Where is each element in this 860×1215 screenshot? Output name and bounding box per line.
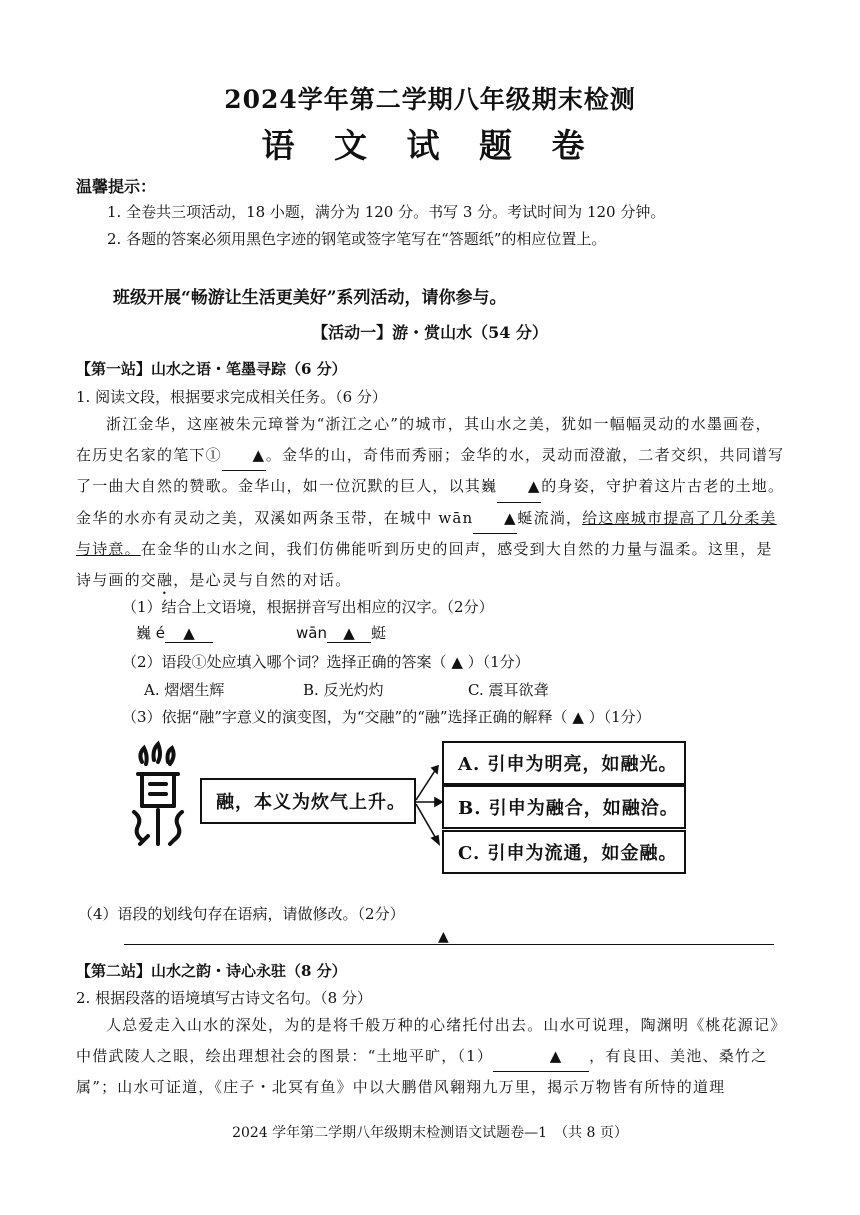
blank-2: ▲ [497, 471, 541, 503]
diagram-option-a-box: A. 引申为明亮，如融光。 [442, 741, 686, 785]
underlined-sentence: 给这座城市提高了几分柔美与诗意。 [76, 508, 777, 558]
activity-intro: 班级开展“畅游让生活更美好”系列活动，请你参与。 [113, 288, 507, 308]
activity1-heading: 【活动一】游・赏山水（54 分） [312, 323, 548, 342]
passage-1-text-b: 。金华的山，奇伟而秀丽；金华的水，灵动而澄澈，二者交织，共同谱写了一曲大自然的赞歌。金华山，如一位沉默的巨人，以其巍 [76, 445, 785, 495]
tips-heading: 温馨提示： [76, 177, 157, 196]
passage-2-text-b: ，有良田、美池、桑竹之属”；山水可证道，《庄子・北冥有鱼》中以大鹏借风翱翔九万里，揭示万物皆有所恃的道理 [76, 1046, 768, 1096]
pinyin-item-1 [136, 622, 213, 643]
diagram-option-b-box: B. 引申为融合，如融洽。 [442, 785, 686, 829]
tip-item-1: 1. 全卷共三项活动，18 小题，满分为 120 分。书写 3 分。考试时间为 120 分钟。 [107, 203, 666, 221]
answer-line [124, 944, 774, 945]
page-footer: 2024 学年第二学期八年级期末检测语文试题卷—1 （共 8 页） [232, 1125, 628, 1141]
tip-item-2: 2. 各题的答案必须用黑色字迹的钢笔或签字笔写在“答题纸”的相应位置上。 [107, 230, 607, 248]
option-a: A. 熠熠生辉 [144, 681, 225, 699]
subquestion-2: （2）语段①处应填入哪个词？选择正确的答案（ ▲ ）（1分） [122, 653, 530, 671]
answer-mark: ▲ [438, 929, 449, 945]
passage-1-text-c: 的身姿，守护着这片古老的土地。金华的水亦有灵动之美，双溪如两条玉带，在城中 wān [76, 477, 785, 527]
passage-1-text-f: ，是心灵与自然的对话。 [173, 570, 352, 589]
option-b: B. 反光灼灼 [303, 681, 384, 699]
passage-2-text-a: 人总爱走入山水的深处，为的是将千般万种的心绪托付出去。山水可说理，陶渊明《桃花源记》中借武陵人之眼，绘出理想社会的图景：“土地平旷，（1） [76, 1016, 779, 1065]
passage-1-text-a: 浙江金华，这座被朱元璋誉为“浙江之心”的城市，其山水之美，犹如一幅幅灵动的水墨画卷，在历史名家的笔下① [76, 415, 772, 464]
ancient-rong-glyph-icon [134, 744, 182, 844]
subquestion-4: （4）语段的划线句存在语病，请做修改。（2分） [78, 905, 405, 923]
blank-1: ▲ [222, 440, 266, 472]
question-1: 1. 阅读文段，根据要求完成相关任务。（6 分） [76, 388, 387, 406]
pinyin-item-2 [296, 622, 386, 643]
pinyin-blank-1: ▲ [165, 624, 213, 643]
station2-heading: 【第二站】山水之韵・诗心永驻（8 分） [76, 962, 347, 980]
pinyin-item-2-prefix: wān [296, 624, 327, 642]
passage-2 [76, 1010, 786, 1103]
subquestion-1: （1）结合上文语境，根据拼音写出相应的汉字。（2分） [122, 598, 494, 616]
option-c: C. 震耳欲聋 [468, 681, 549, 699]
diagram-center-box: 融，本义为炊气上升。 [200, 778, 416, 824]
pinyin-item-1-prefix: 巍 é [136, 624, 165, 642]
exam-subtitle: 语 文 试 题 卷 [261, 126, 599, 165]
subquestion-3: （3）依据“融”字意义的演变图，为“交融”的“融”选择正确的解释（ ▲ ）（1分） [122, 708, 651, 726]
passage-1-text-d: 蜒流淌， [517, 508, 583, 527]
station1-heading: 【第一站】山水之语・笔墨寻踪（6 分） [76, 360, 347, 378]
exam-title: 2024学年第二学期八年级期末检测 [224, 85, 636, 114]
blank-3: ▲ [473, 503, 517, 535]
poem-blank-1: ▲ [493, 1041, 589, 1073]
dotted-character: 融 [157, 570, 174, 589]
passage-1 [76, 409, 786, 598]
pinyin-blank-2: ▲ [327, 624, 371, 643]
passage-1-text-e: 在金华的山水之间，我们仿佛能听到历史的回声，感受到大自然的力量与温柔。这里，是诗与画的交 [76, 540, 773, 589]
diagram-option-c-box: C. 引申为流通，如金融。 [442, 830, 686, 874]
question-2: 2. 根据段落的语境填写古诗文名句。（8 分） [76, 989, 372, 1007]
pinyin-item-2-suffix: 蜓 [370, 624, 386, 642]
